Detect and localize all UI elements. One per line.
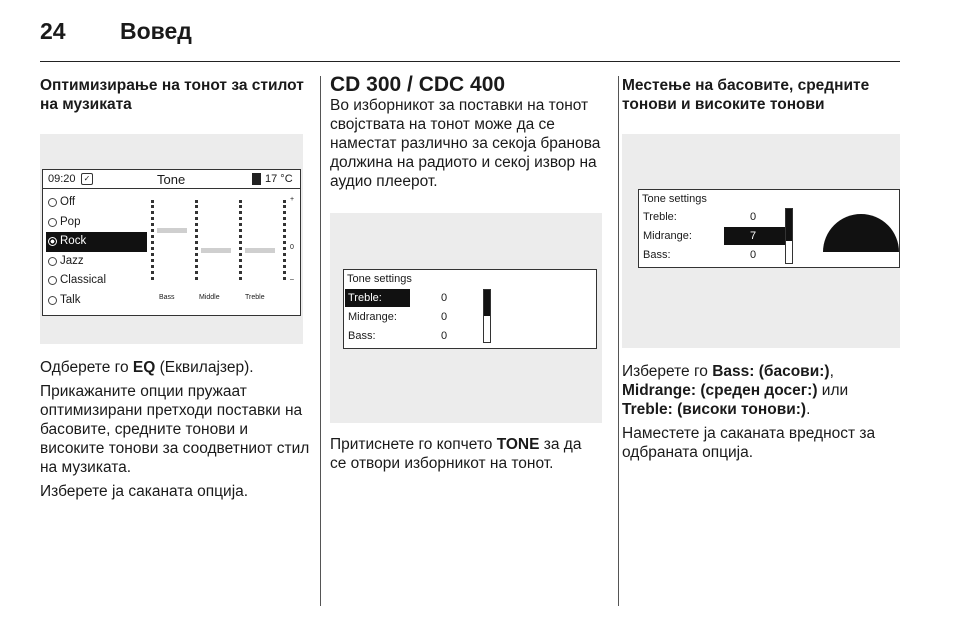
setting-row-bass[interactable]: Bass: 0: [643, 249, 757, 261]
display-screen: [42, 169, 301, 316]
panel-title: Tone settings: [347, 273, 412, 285]
eq-bar-middle: [201, 248, 231, 253]
eq-scale: [195, 200, 199, 280]
page-number: 24: [40, 18, 66, 44]
eq-scale: [151, 200, 155, 280]
preset-list: [46, 193, 147, 310]
thermometer-icon: [252, 173, 261, 185]
preset-item[interactable]: Off: [46, 193, 147, 213]
paragraph: Во изборникот за поставки на тонот својствата на тонот може да се наместат различно за секоја бранова должина на радиото и секој извор на аудио плеерот.: [330, 97, 601, 190]
scale-plus: +: [290, 196, 295, 203]
clock: 09:20: [48, 173, 76, 185]
preset-item[interactable]: Jazz: [46, 252, 147, 272]
column-divider: [618, 76, 619, 606]
setting-row-treble[interactable]: Treble: 0: [345, 289, 483, 307]
page-header: [40, 18, 900, 62]
equalizer: [151, 196, 301, 314]
radio-icon: [48, 296, 57, 305]
section-heading: Местење на басовите, средните тонови и високите тонови: [622, 77, 870, 113]
paragraph: Наместете ја саканата вредност за одбраната опција.: [622, 425, 876, 461]
paragraph: Изберете ја саканата опција.: [40, 483, 249, 500]
paragraph: Прикажаните опции пружаат оптимизирани претходи поставки на басовите, средните тонови и високите тонови за соодветниот стил на музиката.: [40, 383, 310, 476]
tone-settings-figure: [622, 134, 900, 348]
preset-item[interactable]: Classical: [46, 271, 147, 291]
page-title: Вовед: [120, 18, 192, 44]
radio-selected-icon: [48, 237, 57, 246]
column-3: [622, 76, 902, 462]
tone-preset-figure: [40, 134, 303, 344]
eq-label: Middle: [199, 294, 220, 301]
tone-curve-graphic: [823, 214, 899, 252]
screen-title: Tone: [157, 172, 186, 187]
tone-settings-panel: [343, 269, 597, 349]
column-2: [330, 73, 602, 473]
column-divider: [320, 76, 321, 606]
level-fill: [484, 290, 490, 316]
setting-row-bass[interactable]: Bass: 0: [348, 330, 448, 342]
setting-row-treble[interactable]: Treble: 0: [643, 211, 757, 223]
model-heading: CD 300 / CDC 400: [330, 73, 506, 96]
radio-icon: [48, 257, 57, 266]
eq-bar-bass: [157, 228, 187, 233]
tone-settings-figure: [330, 213, 602, 423]
paragraph: Одберете го EQ (Еквилајзер).: [40, 359, 254, 376]
temperature: 17 °C: [265, 173, 293, 185]
radio-icon: [48, 218, 57, 227]
level-bar: [785, 208, 793, 264]
section-heading: Оптимизирање на тонот за стилот на музиката: [40, 77, 304, 113]
tone-settings-panel: [638, 189, 900, 268]
column-1: [40, 76, 310, 501]
scale-minus: –: [290, 276, 294, 283]
eq-label: Treble: [245, 294, 265, 301]
paragraph: Изберете го Bass: (басови:), Midrange: (среден досег:) или Treble: (високи тонови:).: [622, 363, 849, 418]
level-bar: [483, 289, 491, 343]
status-bar: [43, 170, 300, 189]
eq-bar-treble: [245, 248, 275, 253]
setting-row-midrange[interactable]: Midrange: 7: [640, 227, 790, 245]
scale-zero: 0: [290, 244, 294, 251]
paragraph: Притиснете го копчето TONE за да се отвори изборникот на тонот.: [330, 436, 582, 472]
radio-icon: [48, 198, 57, 207]
preset-item[interactable]: Pop: [46, 213, 147, 233]
setting-row-midrange[interactable]: Midrange: 0: [348, 311, 448, 323]
eq-scale: [283, 200, 287, 280]
eq-label: Bass: [159, 294, 175, 301]
check-icon: ✓: [81, 173, 93, 185]
preset-item[interactable]: Talk: [46, 291, 147, 311]
level-fill: [786, 209, 792, 241]
preset-item-selected[interactable]: Rock: [46, 232, 147, 252]
panel-title: Tone settings: [642, 193, 707, 205]
radio-icon: [48, 276, 57, 285]
eq-scale: [239, 200, 243, 280]
